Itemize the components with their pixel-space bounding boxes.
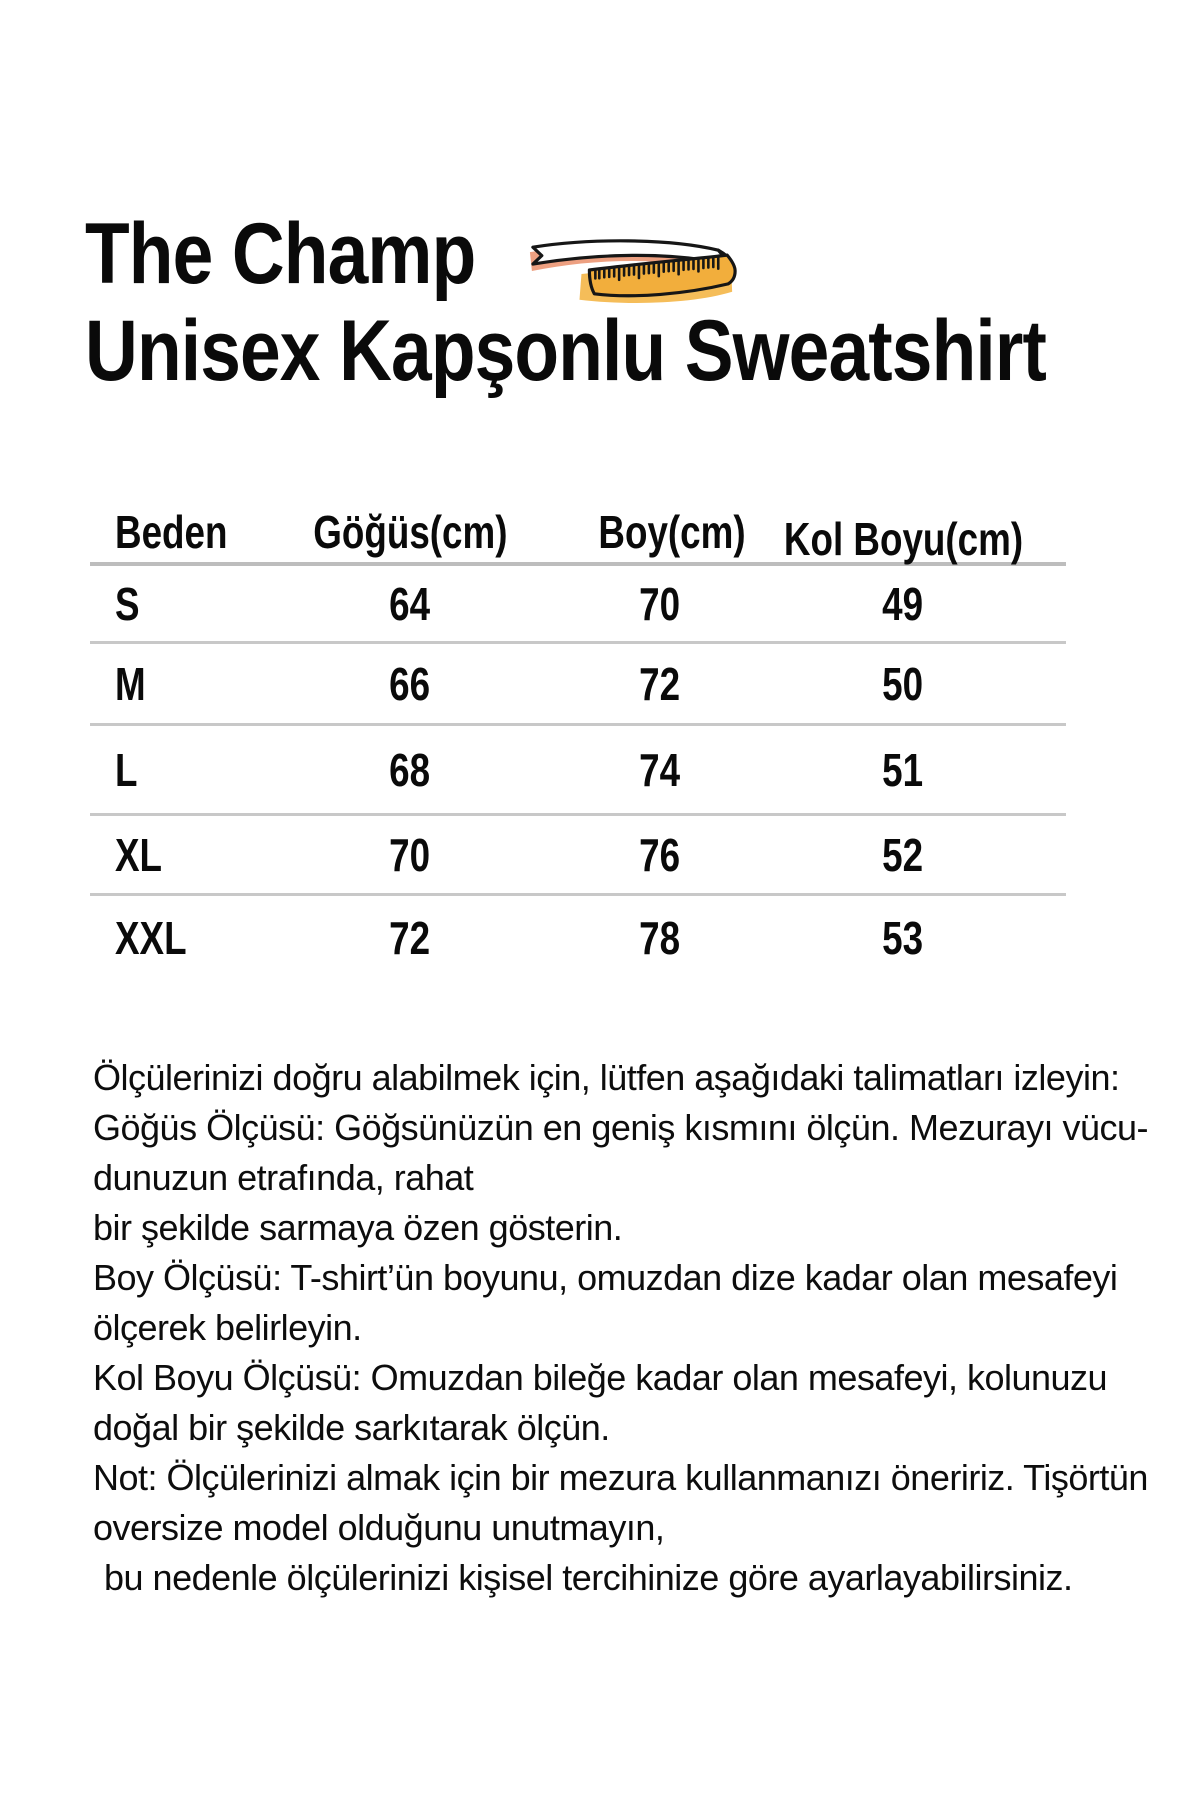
cell-sleeve: 52 — [882, 828, 924, 881]
cell-sleeve: 53 — [882, 911, 924, 964]
cell-chest: 64 — [389, 577, 431, 630]
product-title-line1: The Champ — [85, 206, 476, 302]
instruction-line: oversize model olduğunu unutmayın, — [93, 1507, 665, 1548]
measuring-tape-icon — [520, 230, 748, 308]
cell-size: L — [115, 743, 138, 796]
cell-length: 72 — [639, 657, 681, 710]
instruction-line: Göğüs Ölçüsü: Göğsünüzün en geniş kısmını ölçün. Mezurayı vücu- — [93, 1107, 1149, 1148]
instruction-line: doğal bir şekilde sarkıtarak ölçün. — [93, 1407, 610, 1448]
column-header-sleeve: Kol Boyu(cm) — [783, 513, 1023, 565]
instruction-line: bir şekilde sarmaya özen gösterin. — [93, 1207, 623, 1248]
cell-size: XXL — [115, 911, 187, 964]
cell-sleeve: 49 — [882, 577, 924, 630]
cell-length: 78 — [639, 911, 681, 964]
instruction-line: bu nedenle ölçülerinizi kişisel tercihinize göre ayarlayabilirsiniz. — [104, 1557, 1073, 1598]
table-row — [90, 644, 1066, 726]
cell-length: 70 — [639, 577, 681, 630]
cell-chest: 66 — [389, 657, 431, 710]
instruction-line: Not: Ölçülerinizi almak için bir mezura kullanmanızı öneririz. Tişörtün — [93, 1457, 1148, 1498]
instruction-line: Ölçülerinizi doğru alabilmek için, lütfen aşağıdaki talimatları izleyin: — [93, 1057, 1120, 1098]
cell-length: 74 — [639, 743, 681, 796]
product-title-line2: Unisex Kapşonlu Sweatshirt — [85, 303, 1046, 399]
cell-length: 76 — [639, 828, 681, 881]
size-table — [90, 505, 1066, 979]
instruction-line: Boy Ölçüsü: T-shirt’ün boyunu, omuzdan dize kadar olan mesafeyi — [93, 1257, 1118, 1298]
table-row — [90, 816, 1066, 896]
size-table-header — [90, 505, 1066, 566]
table-row — [90, 566, 1066, 644]
instruction-line: Kol Boyu Ölçüsü: Omuzdan bileğe kadar olan mesafeyi, kolunuzu — [93, 1357, 1108, 1398]
instruction-line: dunuzun etrafında, rahat — [93, 1157, 474, 1198]
cell-sleeve: 51 — [882, 743, 924, 796]
cell-chest: 70 — [389, 828, 431, 881]
column-header-length: Boy(cm) — [598, 506, 746, 558]
table-row — [90, 726, 1066, 816]
column-header-size: Beden — [115, 506, 228, 558]
measurement-instructions — [93, 1053, 1183, 1603]
cell-size: S — [115, 577, 140, 630]
table-row — [90, 896, 1066, 979]
cell-size: XL — [115, 828, 163, 881]
column-header-chest: Göğüs(cm) — [312, 506, 508, 558]
cell-sleeve: 50 — [882, 657, 924, 710]
cell-chest: 68 — [389, 743, 431, 796]
cell-size: M — [115, 657, 146, 710]
cell-chest: 72 — [389, 911, 431, 964]
instruction-line: ölçerek belirleyin. — [93, 1307, 362, 1348]
